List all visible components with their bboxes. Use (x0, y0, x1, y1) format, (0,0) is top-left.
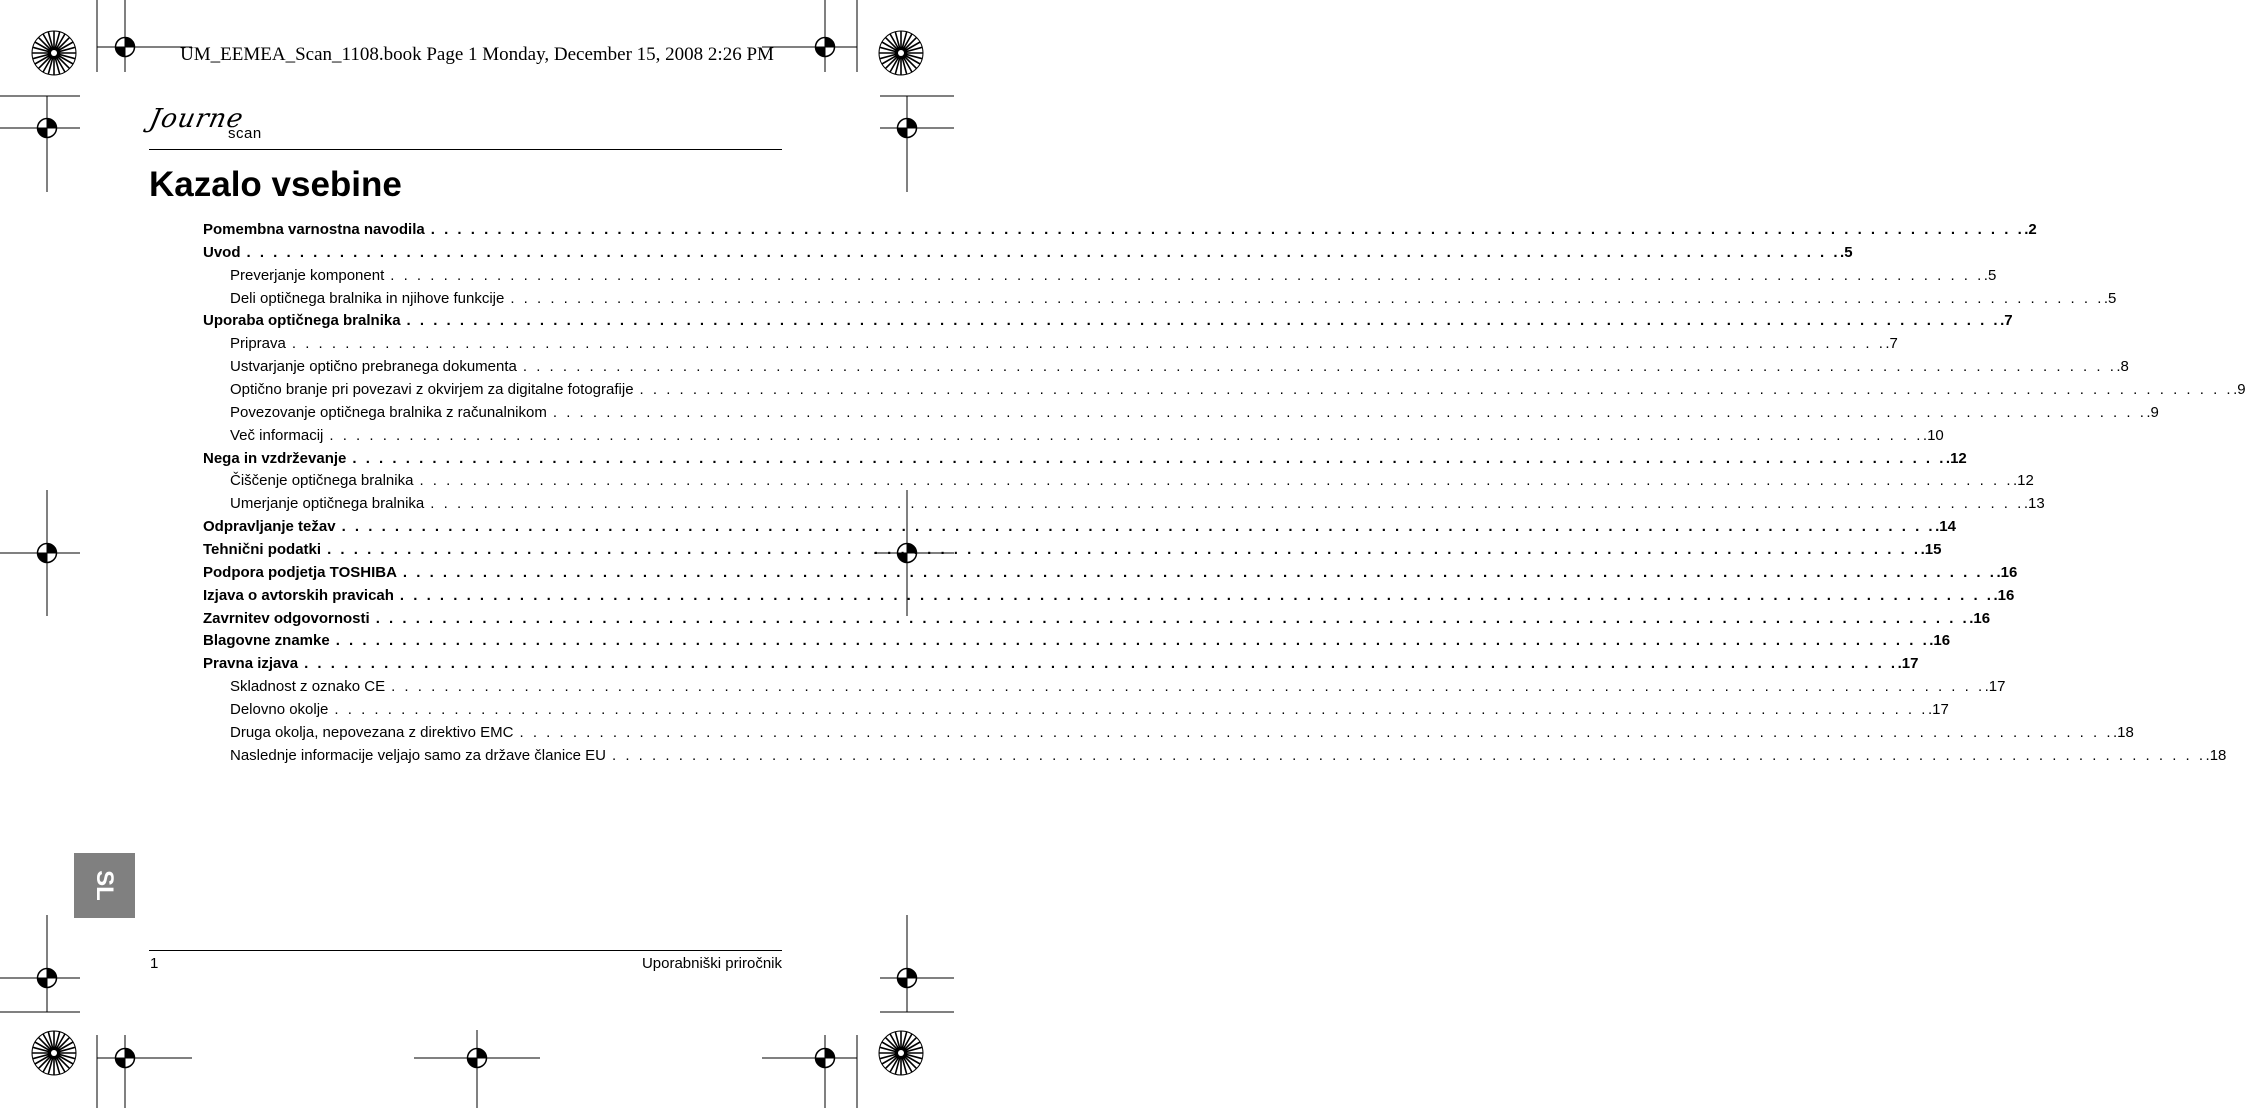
toc-entry[interactable] (203, 723, 2134, 747)
toc-entry-page: .8 (2116, 358, 2129, 376)
table-of-contents (203, 221, 2246, 770)
toc-entry-page: .13 (2023, 495, 2045, 513)
toc-entry[interactable] (203, 632, 1951, 655)
toc-entry[interactable] (203, 609, 1991, 633)
toc-entry[interactable] (203, 563, 2018, 587)
toc-dot-leader: . . . . . . . . . . . . . . . . . . . . . . . . . . . . . . . . . . . . . . . . . . . . . . . . . . . . . . . . . . . . . . . . . . . . . . . . . . . . . . . . . . . . . . . . . . . . . . . . . . . . . . . . . . . . . . . . . . . . . . . . (375, 609, 1970, 627)
toc-entry-label: Druga okolja, nepovezana z direktivo EMC (230, 723, 514, 741)
toc-dot-leader: . . . . . . . . . . . . . . . . . . . . . . . . . . . . . . . . . . . . . . . . . . . . . . . . . . . . . . . . . . . . . . . . . . . . . . . . . . . . . . . . . . . . . . . . . . . . . . . . . . . . . . . . . . . . . . . . . . . . . . . . (390, 266, 1984, 284)
toc-entry-page: .5 (1983, 266, 1997, 284)
toc-dot-leader: . . . . . . . . . . . . . . . . . . . . . . . . . . . . . . . . . . . . . . . . . . . . . . . . . . . . . . . . . . . . . . . . . . . . . . . . . . . . . . . . . . . . . . . . . . . . . . . . . . . . . . . . . . . . . . . . . . . . . . . . (519, 723, 2114, 741)
toc-entry-label: Naslednje informacije veljajo samo za države članice EU (230, 746, 607, 764)
toc-dot-leader: . . . . . . . . . . . . . . . . . . . . . . . . . . . . . . . . . . . . . . . . . . . . . . . . . . . . . . . . . . . . . . . . . . . . . . . . . . . . . . . . . . . . . . . . . . . . . . . . . . . . . . . . . . . . . . . . . . . . . . . . (639, 381, 2234, 399)
toc-entry[interactable] (203, 403, 2159, 427)
toc-dot-leader: . . . . . . . . . . . . . . . . . . . . . . . . . . . . . . . . . . . . . . . . . . . . . . . . . . . . . . . . . . . . . . . . . . . . . . . . . . . . . . . . . . . . . . . . . . . . . . . . . . . . . . . . . . . . . . . . . . . . . . . . (246, 243, 1841, 261)
toc-entry-label: Uvod (203, 243, 241, 261)
toc-entry-label: Pomembna varnostna navodila (203, 221, 425, 238)
toc-entry-label: Ustvarjanje optično prebranega dokumenta (230, 358, 517, 376)
toc-entry-label: Izjava o avtorskih pravicah (203, 586, 394, 604)
toc-entry-page: .2 (2024, 221, 2037, 238)
toc-entry-label: Deli optičnega bralnika in njihove funkcije (230, 289, 505, 307)
toc-entry-page: .18 (2113, 723, 2134, 741)
language-tab (74, 853, 135, 918)
toc-entry-label: Zavrnitev odgovornosti (203, 609, 370, 627)
footer-title: Uporabniški priročnik (641, 955, 782, 972)
toc-entry[interactable] (203, 243, 1853, 267)
header-rule (149, 149, 782, 150)
journe-scan-logo (148, 100, 278, 150)
toc-dot-leader: . . . . . . . . . . . . . . . . . . . . . . . . . . . . . . . . . . . . . . . . . . . . . . . . . . . . . . . . . . . . . . . . . . . . . . . . . . . . . . . . . . . . . . . . . . . . . . . . . . . . . . . . . . . . . . . . . . . . . . . . (430, 495, 2024, 513)
toc-entry-label: Optično branje pri povezavi z okvirjem za digitalne fotografije (230, 381, 634, 399)
toc-dot-leader: . . . . . . . . . . . . . . . . . . . . . . . . . . . . . . . . . . . . . . . . . . . . . . . . . . . . . . . . . . . . . . . . . . . . . . . . . . . . . . . . . . . . . . . . . . . . . . . . . . . . . . . . . . . . . . . . . . . . . . . . (352, 449, 1946, 467)
toc-entry-label: Nega in vzdrževanje (203, 449, 347, 467)
toc-entry-page: .12 (2012, 472, 2034, 490)
toc-entry-page: .16 (1969, 609, 1991, 627)
toc-dot-leader: . . . . . . . . . . . . . . . . . . . . . . . . . . . . . . . . . . . . . . . . . . . . . . . . . . . . . . . . . . . . . . . . . . . . . . . . . . . . . . . . . . . . . . . . . . . . . . . . . . . . . . . . . . . . . . . . . . . . . . . . (419, 472, 2013, 490)
toc-entry[interactable] (203, 289, 2117, 313)
toc-entry[interactable] (203, 678, 2006, 701)
toc-entry-label: Uporaba optičnega bralnika (203, 312, 401, 330)
toc-dot-leader: . . . . . . . . . . . . . . . . . . . . . . . . . . . . . . . . . . . . . . . . . . . . . . . . . . . . . . . . . . . . . . . . . . . . . . . . . . . . . . . . . . . . . . . . . . . . . . . . . . . . . . . . . . . . . . . . . . . . . . . . (522, 358, 2117, 376)
toc-entry[interactable] (203, 541, 1942, 564)
toc-entry[interactable] (203, 518, 1956, 541)
toc-entry-label: Pravna izjava (203, 655, 299, 673)
toc-dot-leader: . . . . . . . . . . . . . . . . . . . . . . . . . . . . . . . . . . . . . . . . . . . . . . . . . . . . . . . . . . . . . . . . . . . . . . . . . . . . . . . . . . . . . . . . . . . . . . . . . . . . . . . . . . . . . . . . . . . . . . . . (510, 289, 2104, 307)
toc-dot-leader: . . . . . . . . . . . . . . . . . . . . . . . . . . . . . . . . . . . . . . . . . . . . . . . . . . . . . . . . . . . . . . . . . . . . . . . . . . . . . . . . . . . . . . . . . . . . . . . . . . . . . . . . . . . . . . . . . . . . . . . . (334, 701, 1928, 719)
toc-entry-label: Odpravljanje težav (203, 518, 336, 536)
toc-entry[interactable] (203, 746, 2227, 770)
toc-entry[interactable] (203, 266, 1997, 290)
toc-entry-page: .9 (2146, 403, 2159, 421)
toc-entry-page: .5 (2103, 289, 2117, 307)
toc-entry-page: .10 (1922, 426, 1944, 444)
toc-entry-page: .17 (1927, 701, 1949, 719)
toc-dot-leader: . . . . . . . . . . . . . . . . . . . . . . . . . . . . . . . . . . . . . . . . . . . . . . . . . . . . . . . . . . . . . . . . . . . . . . . . . . . . . . . . . . . . . . . . . . . . . . . . . . . . . . . . . . . . . . . . . . . . . . . . (341, 518, 1936, 536)
toc-entry-label: Čiščenje optičnega bralnika (230, 472, 414, 490)
toc-entry-page: .17 (1897, 655, 1919, 673)
toc-dot-leader: . . . . . . . . . . . . . . . . . . . . . . . . . . . . . . . . . . . . . . . . . . . . . . . . . . . . . . . . . . . . . . . . . . . . . . . . . . . . . . . . . . . . . . . . . . . . . . . . . . . . . . . . . . . . . . . . . . . . . . . . (304, 655, 1898, 673)
toc-dot-leader: . . . . . . . . . . . . . . . . . . . . . . . . . . . . . . . . . . . . . . . . . . . . . . . . . . . . . . . . . . . . . . . . . . . . . . . . . . . . . . . . . . . . . . . . . . . . . . . . . . . . . . . . . . . . . . . . . . . . . . . . (552, 403, 2147, 421)
toc-entry[interactable] (203, 426, 1944, 450)
toc-entry[interactable] (203, 655, 1919, 678)
print-slug-header: UM_EEMEA_Scan_1108.book Page 1 Monday, December 15, 2008 2:26 PM (180, 44, 774, 65)
toc-entry[interactable] (203, 449, 1967, 473)
toc-entry[interactable] (203, 701, 1949, 724)
toc-entry[interactable] (203, 221, 2037, 244)
toc-entry-label: Blagovne znamke (203, 632, 330, 650)
toc-entry[interactable] (203, 381, 2246, 404)
toc-entry[interactable] (203, 335, 1898, 358)
toc-dot-leader: . . . . . . . . . . . . . . . . . . . . . . . . . . . . . . . . . . . . . . . . . . . . . . . . . . . . . . . . . . . . . . . . . . . . . . . . . . . . . . . . . . . . . . . . . . . . . . . . . . . . . . . . . . . . . . . . . . . . . . . . (291, 335, 1886, 353)
toc-entry-label: Povezovanje optičnega bralnika z računalnikom (230, 403, 547, 421)
toc-dot-leader: . . . . . . . . . . . . . . . . . . . . . . . . . . . . . . . . . . . . . . . . . . . . . . . . . . . . . . . . . . . . . . . . . . . . . . . . . . . . . . . . . . . . . . . . . . . . . . . . . . . . . . . . . . . . . . . . . . . . . . . . (335, 632, 1930, 650)
toc-dot-leader: . . . . . . . . . . . . . . . . . . . . . . . . . . . . . . . . . . . . . . . . . . . . . . . . . . . . . . . . . . . . . . . . . . . . . . . . . . . . . . . . . . . . . . . . . . . . . . . . . . . . . . . . . . . . . . . . . . . . . . . . (391, 678, 1985, 696)
toc-entry-page: .18 (2205, 746, 2227, 764)
toc-entry-page: .5 (1840, 243, 1853, 261)
toc-entry-page: .16 (1993, 586, 2015, 604)
toc-entry-page: .12 (1945, 449, 1967, 467)
toc-entry[interactable] (203, 312, 2013, 335)
toc-entry-page: .17 (1984, 678, 2006, 696)
logo-scan-text: scan (228, 125, 262, 142)
toc-entry[interactable] (203, 358, 2129, 381)
toc-entry-label: Delovno okolje (230, 701, 329, 719)
page-title: Kazalo vsebine (149, 165, 402, 204)
page-number: 1 (150, 955, 159, 972)
toc-entry-label: Preverjanje komponent (230, 266, 385, 284)
toc-entry-label: Podpora podjetja TOSHIBA (203, 563, 397, 581)
toc-entry-page: .16 (1996, 563, 2018, 581)
toc-dot-leader: . . . . . . . . . . . . . . . . . . . . . . . . . . . . . . . . . . . . . . . . . . . . . . . . . . . . . . . . . . . . . . . . . . . . . . . . . . . . . . . . . . . . . . . . . . . . . . . . . . . . . . . . . . . . . . . . . . . . . . . . (329, 426, 1923, 444)
toc-dot-leader: . . . . . . . . . . . . . . . . . . . . . . . . . . . . . . . . . . . . . . . . . . . . . . . . . . . . . . . . . . . . . . . . . . . . . . . . . . . . . . . . . . . . . . . . . . . . . . . . . . . . . . . . . . . . . . . . . . . . . . . . (406, 312, 2001, 330)
logo-script-text: Journe (146, 104, 247, 134)
toc-entry-page: .14 (1935, 518, 1956, 536)
toc-entry[interactable] (203, 495, 2045, 518)
footer-rule (149, 950, 782, 951)
toc-entry-label: Umerjanje optičnega bralnika (230, 495, 425, 513)
toc-entry-page: .15 (1920, 541, 1942, 559)
toc-entry-label: Več informacij (230, 426, 324, 444)
toc-dot-leader: . . . . . . . . . . . . . . . . . . . . . . . . . . . . . . . . . . . . . . . . . . . . . . . . . . . . . . . . . . . . . . . . . . . . . . . . . . . . . . . . . . . . . . . . . . . . . . . . . . . . . . . . . . . . . . . . . . . . . . . . (612, 746, 2206, 764)
toc-entry-label: Tehnični podatki (203, 541, 322, 559)
toc-entry-page: .9 (2233, 381, 2246, 399)
toc-entry-page: .7 (1885, 335, 1898, 353)
toc-entry-label: Skladnost z oznako CE (230, 678, 386, 696)
toc-dot-leader: . . . . . . . . . . . . . . . . . . . . . . . . . . . . . . . . . . . . . . . . . . . . . . . . . . . . . . . . . . . . . . . . . . . . . . . . . . . . . . . . . . . . . . . . . . . . . . . . . . . . . . . . . . . . . . . . . . . . . . . . (327, 541, 1921, 559)
toc-entry-page: .7 (2000, 312, 2013, 330)
toc-dot-leader: . . . . . . . . . . . . . . . . . . . . . . . . . . . . . . . . . . . . . . . . . . . . . . . . . . . . . . . . . . . . . . . . . . . . . . . . . . . . . . . . . . . . . . . . . . . . . . . . . . . . . . . . . . . . . . . . . . . . . . . . (402, 563, 1997, 581)
toc-entry[interactable] (203, 586, 2015, 610)
toc-entry-page: .16 (1929, 632, 1951, 650)
language-tab-label: SL (91, 870, 119, 901)
toc-dot-leader: . . . . . . . . . . . . . . . . . . . . . . . . . . . . . . . . . . . . . . . . . . . . . . . . . . . . . . . . . . . . . . . . . . . . . . . . . . . . . . . . . . . . . . . . . . . . . . . . . . . . . . . . . . . . . . . . . . . . . . . . (430, 221, 2025, 238)
toc-entry[interactable] (203, 472, 2034, 495)
toc-dot-leader: . . . . . . . . . . . . . . . . . . . . . . . . . . . . . . . . . . . . . . . . . . . . . . . . . . . . . . . . . . . . . . . . . . . . . . . . . . . . . . . . . . . . . . . . . . . . . . . . . . . . . . . . . . . . . . . . . . . . . . . . (399, 586, 1994, 604)
toc-entry-label: Priprava (230, 335, 286, 353)
